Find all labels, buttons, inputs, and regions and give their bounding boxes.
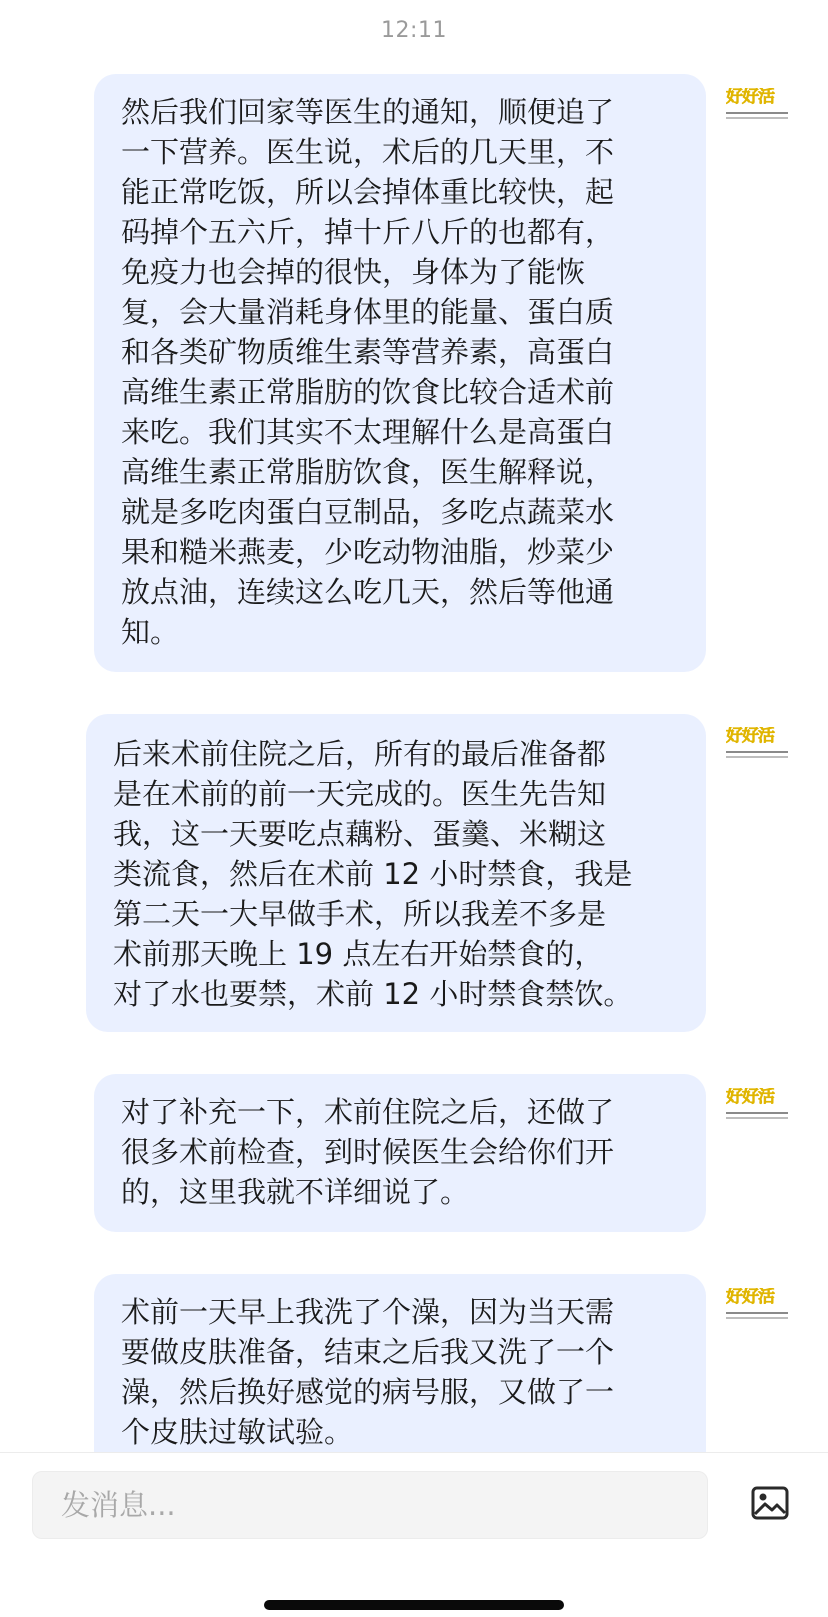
- sender-avatar[interactable]: [726, 1088, 792, 1132]
- image-icon: [750, 1483, 790, 1523]
- message-timestamp: 12:11: [381, 18, 447, 43]
- avatar-logo-text: 好好活: [726, 88, 774, 107]
- image-button[interactable]: [750, 1483, 790, 1523]
- avatar-line: [726, 756, 788, 758]
- message-bubble[interactable]: 术前一天早上我洗了个澡，因为当天需 要做皮肤准备，结束之后我又洗了一个 澡，然后换好感觉的病号服，又做了一 个皮肤过敏试验。: [94, 1274, 706, 1474]
- home-indicator[interactable]: [264, 1600, 564, 1610]
- message-bubble[interactable]: 然后我们回家等医生的通知，顺便追了 一下营养。医生说，术后的几天里，不 能正常吃饭，所以会掉体重比较快，起 码掉个五六斤，掉十斤八斤的也都有， 免疫力也会掉的很快，身体为了能恢 复，会大量消耗身体里的能量、蛋白质 和各类矿物质维生素等营养素，高蛋白 高维生素正常脂肪的饮食比较合适术前 来吃。我们其实不太理解什么是高蛋白 高维生素正常脂肪饮食，医生解释说， 就是多吃肉蛋白豆制品，多吃点蔬菜水 果和糙米燕麦，少吃动物油脂，炒菜少 放点油，连续这么吃几天，然后等他通 知。: [94, 74, 706, 672]
- avatar-line: [726, 1312, 788, 1314]
- message-input-wrapper[interactable]: [32, 1471, 708, 1539]
- sender-avatar[interactable]: [726, 1288, 792, 1332]
- avatar-line: [726, 1112, 788, 1114]
- message-bubble[interactable]: 后来术前住院之后，所有的最后准备都 是在术前的前一天完成的。医生先告知 我，这一天要吃点藕粉、蛋羹、米糊这 类流食，然后在术前 12 小时禁食，我是 第二天一大早做手术，所以我差不多是 术前那天晚上 19 点左右开始禁食的， 对了水也要禁，术前 12 小时禁食禁饮。: [86, 714, 706, 1032]
- composer-bar: [0, 1452, 828, 1617]
- avatar-logo-text: 好好活: [726, 727, 774, 746]
- sender-avatar[interactable]: [726, 88, 792, 132]
- message-input[interactable]: [33, 1472, 707, 1538]
- avatar-logo-text: 好好活: [726, 1088, 774, 1107]
- avatar-line: [726, 1317, 788, 1319]
- avatar-line: [726, 751, 788, 753]
- avatar-logo-text: 好好活: [726, 1288, 774, 1307]
- avatar-line: [726, 1117, 788, 1119]
- avatar-line: [726, 117, 788, 119]
- avatar-line: [726, 112, 788, 114]
- sender-avatar[interactable]: [726, 727, 792, 771]
- message-bubble[interactable]: 对了补充一下，术前住院之后，还做了 很多术前检查，到时候医生会给你们开 的，这里我就不详细说了。: [94, 1074, 706, 1232]
